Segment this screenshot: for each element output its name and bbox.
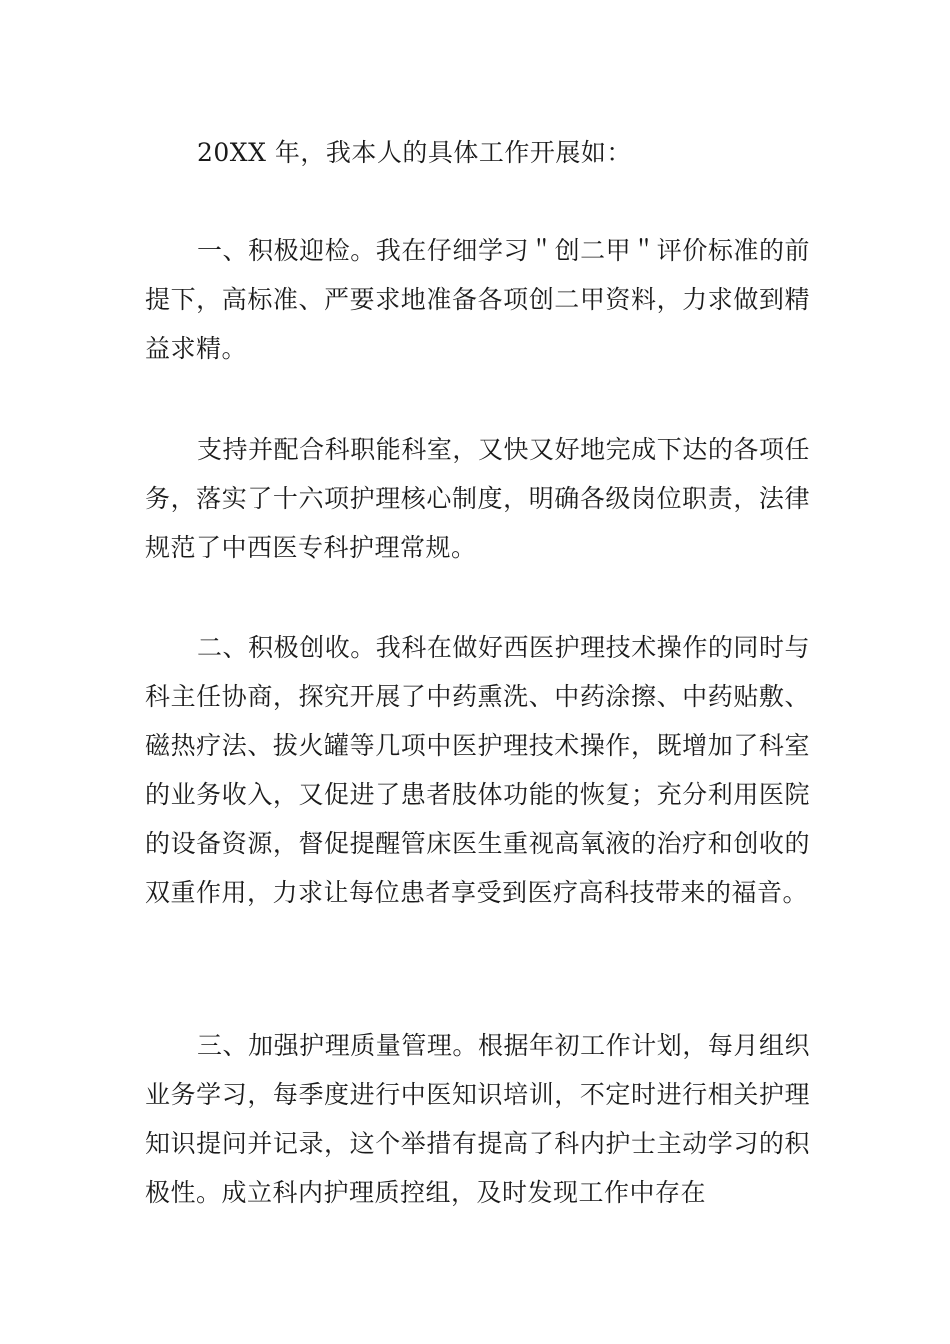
paragraph-intro: 20XX 年，我本人的具体工作开展如： <box>197 138 632 167</box>
paragraph-revenue: 二、积极创收。我科在做好西医护理技术操作的同时与科主任协商，探究开展了中药熏洗、中药涂擦、中药贴敷、磁热疗法、拔火罐等几项中医护理技术操作，既增加了科室的业务收入，又促进了患者肢体功能的恢复；充分利用医院的设备资源，督促提醒管床医生重视高氧液的治疗和创收的双重作用，力求让每位患者享受到医疗高科技带来的福音。 <box>145 633 810 907</box>
paragraph-quality: 三、加强护理质量管理。根据年初工作计划，每月组织业务学习，每季度进行中医知识培训，不定时进行相关护理知识提问并记录，这个举措有提高了科内护士主动学习的积极性。成立科内护理质控组，及时发现工作中存在 <box>145 1031 810 1207</box>
paragraph-inspection: 一、积极迎检。我在仔细学习＂创二甲＂评价标准的前提下，高标准、严要求地准备各项创二甲资料，力求做到精益求精。 <box>145 236 810 363</box>
paragraph-support: 支持并配合科职能科室，又快又好地完成下达的各项任务，落实了十六项护理核心制度，明确各级岗位职责，法律规范了中西医专科护理常规。 <box>145 435 810 562</box>
